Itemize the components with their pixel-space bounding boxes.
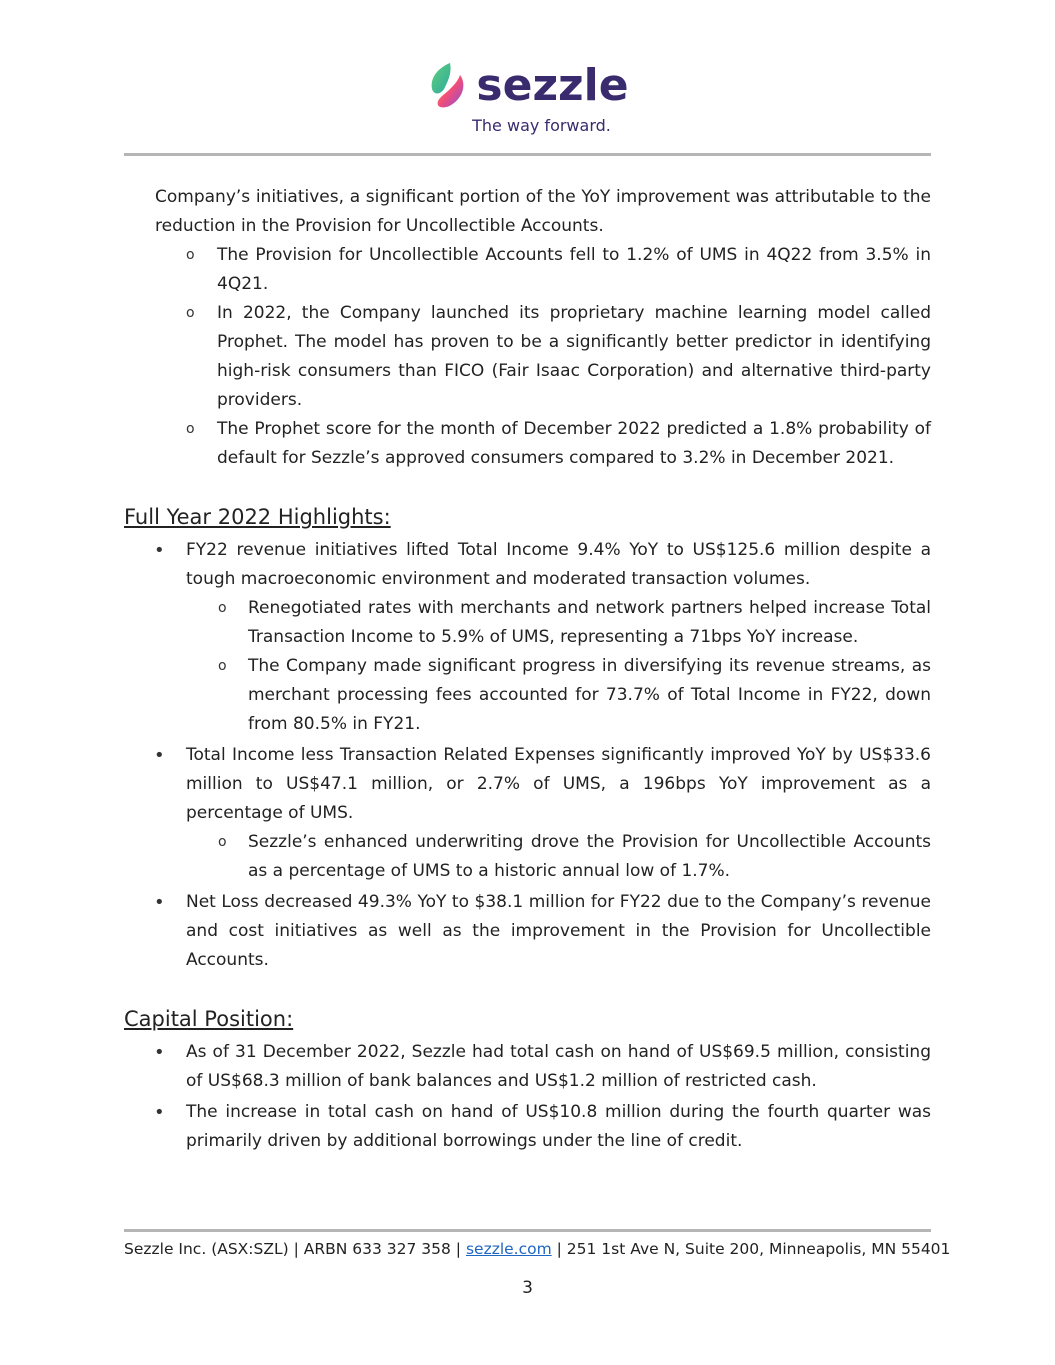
list-item-text: Net Loss decreased 49.3% YoY to $38.1 million for FY22 due to the Company’s revenue and cost initiatives as well as the improvement in the Provision for Uncollectible Accounts. xyxy=(186,892,931,970)
list-item xyxy=(186,828,931,886)
list-item xyxy=(124,1098,931,1156)
bullet-icon: • xyxy=(154,745,165,766)
sezzle-logo-mark-icon xyxy=(426,61,470,111)
footer-suffix: | 251 1st Ave N, Suite 200, Minneapolis, MN 55401 xyxy=(551,1240,951,1258)
bullet-icon: • xyxy=(154,540,165,561)
document-footer xyxy=(124,1238,951,1260)
full-year-list xyxy=(124,536,931,975)
sezzle-wordmark: sezzle xyxy=(476,60,629,111)
sublist xyxy=(186,594,931,739)
list-item-text: The Company made significant progress in diversifying its revenue streams, as merchant processing fees accounted for 73.7% of Total Income in FY22, down from 80.5% in FY21. xyxy=(248,656,931,734)
list-item xyxy=(124,741,931,886)
circle-bullet-icon: o xyxy=(218,834,227,850)
list-item xyxy=(124,299,931,415)
list-item-text: The Prophet score for the month of December 2022 predicted a 1.8% probability of default for Sezzle’s approved consumers compared to 3.2% in December 2021. xyxy=(217,419,931,468)
section-heading-capital: Capital Position: xyxy=(124,1007,294,1031)
intro-sublist xyxy=(124,241,931,473)
intro-paragraph: Company’s initiatives, a significant portion of the YoY improvement was attributable to the reduction in the Provision for Uncollectible Accounts. xyxy=(155,187,931,236)
list-item-text: FY22 revenue initiatives lifted Total Income 9.4% YoY to US$125.6 million despite a tough macroeconomic environment and moderated transaction volumes. xyxy=(186,540,931,589)
list-item-text: Sezzle’s enhanced underwriting drove the Provision for Uncollectible Accounts as a percentage of UMS to a historic annual low of 1.7%. xyxy=(248,832,931,881)
bullet-icon: • xyxy=(154,1042,165,1063)
list-item xyxy=(124,241,931,299)
circle-bullet-icon: o xyxy=(186,305,195,321)
circle-bullet-icon: o xyxy=(218,600,227,616)
list-item xyxy=(124,888,931,975)
list-item-text: The increase in total cash on hand of US$10.8 million during the fourth quarter was primarily driven by additional borrowings under the line of credit. xyxy=(186,1102,931,1151)
sezzle-website-link[interactable]: sezzle.com xyxy=(465,1240,552,1258)
tagline: The way forward. xyxy=(472,116,611,135)
page-number: 3 xyxy=(522,1278,533,1298)
footer-divider xyxy=(124,1229,931,1232)
bullet-icon: • xyxy=(154,1102,165,1123)
circle-bullet-icon: o xyxy=(218,658,227,674)
footer-prefix: Sezzle Inc. (ASX:SZL) | ARBN 633 327 358 | xyxy=(124,1240,466,1258)
page-body xyxy=(124,183,931,1158)
list-item-text: Total Income less Transaction Related Expenses significantly improved YoY by US$33.6 million to US$47.1 million, or 2.7% of UMS, a 196bps YoY improvement as a percentage of UMS. xyxy=(186,745,931,823)
bullet-icon: • xyxy=(154,892,165,913)
list-item-text: Renegotiated rates with merchants and network partners helped increase Total Transaction Income to 5.9% of UMS, representing a 71bps YoY increase. xyxy=(248,598,931,647)
document-header xyxy=(0,58,1055,135)
list-item-text: The Provision for Uncollectible Accounts fell to 1.2% of UMS in 4Q22 from 3.5% in 4Q21. xyxy=(217,245,931,294)
circle-bullet-icon: o xyxy=(186,421,195,437)
list-item xyxy=(186,652,931,739)
list-item-text: In 2022, the Company launched its proprietary machine learning model called Prophet. The model has proven to be a significantly better predictor in identifying high-risk consumers than FICO (Fair Isaac Corporation) and alternative third-party providers. xyxy=(217,303,931,410)
list-item-text: As of 31 December 2022, Sezzle had total cash on hand of US$69.5 million, consisting of US$68.3 million of bank balances and US$1.2 million of restricted cash. xyxy=(186,1042,931,1091)
list-item xyxy=(186,594,931,652)
section-heading-full-year: Full Year 2022 Highlights: xyxy=(124,505,391,529)
circle-bullet-icon: o xyxy=(186,247,195,263)
capital-list xyxy=(124,1038,931,1156)
list-item xyxy=(124,1038,931,1096)
sublist xyxy=(186,828,931,886)
list-item xyxy=(124,536,931,739)
list-item xyxy=(124,415,931,473)
header-divider xyxy=(124,153,931,156)
sezzle-logo xyxy=(0,58,1055,114)
